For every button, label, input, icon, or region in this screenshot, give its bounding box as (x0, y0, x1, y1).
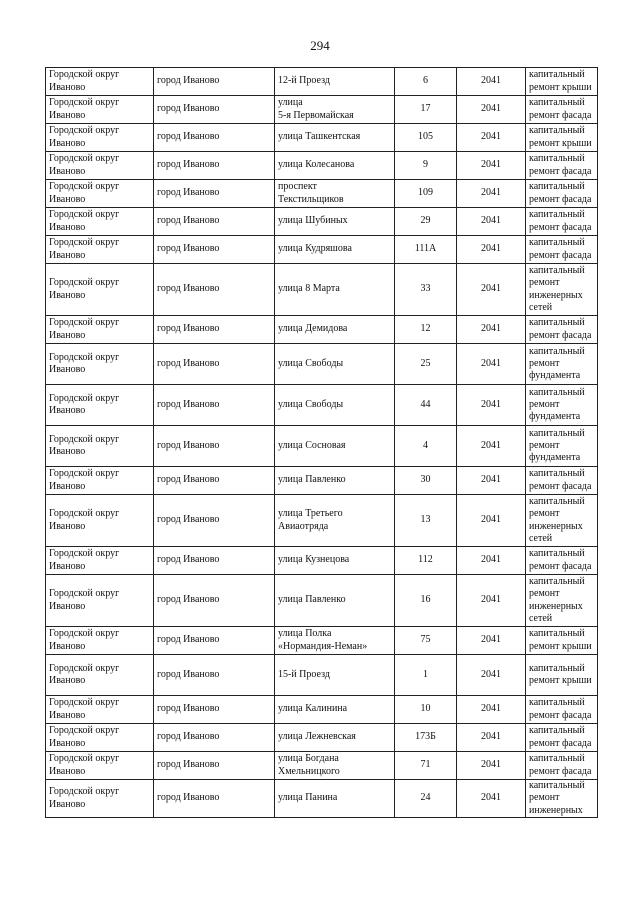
cell-street: 12-й Проезд (275, 68, 395, 96)
cell-street: улица Свободы (275, 344, 395, 385)
cell-year: 2041 (457, 495, 526, 547)
cell-house: 109 (395, 180, 457, 208)
table-row (46, 467, 598, 495)
cell-work: капитальный ремонт фасада (526, 236, 598, 264)
cell-okrug: Городской округ Иваново (46, 124, 154, 152)
cell-year: 2041 (457, 264, 526, 316)
cell-okrug: Городской округ Иваново (46, 627, 154, 655)
table-row (46, 575, 598, 627)
cell-street: улица Богдана Хмельницкого (275, 752, 395, 780)
cell-work: капитальный ремонт фундамента (526, 426, 598, 467)
table-body (46, 68, 598, 818)
cell-okrug: Городской округ Иваново (46, 68, 154, 96)
cell-street: улица Кузнецова (275, 547, 395, 575)
cell-house: 33 (395, 264, 457, 316)
cell-city: город Иваново (154, 344, 275, 385)
cell-city: город Иваново (154, 316, 275, 344)
cell-year: 2041 (457, 124, 526, 152)
cell-work: капитальный ремонт инженерных сетей (526, 575, 598, 627)
cell-city: город Иваново (154, 627, 275, 655)
table-row (46, 547, 598, 575)
cell-house: 4 (395, 426, 457, 467)
cell-okrug: Городской округ Иваново (46, 724, 154, 752)
cell-year: 2041 (457, 426, 526, 467)
table-row (46, 495, 598, 547)
repair-schedule-table (45, 67, 598, 818)
cell-okrug: Городской округ Иваново (46, 467, 154, 495)
cell-house: 30 (395, 467, 457, 495)
cell-city: город Иваново (154, 780, 275, 818)
cell-work: капитальный ремонт крыши (526, 655, 598, 696)
cell-street: улица Павленко (275, 467, 395, 495)
cell-work: капитальный ремонт крыши (526, 627, 598, 655)
cell-street: улица Калинина (275, 696, 395, 724)
cell-house: 75 (395, 627, 457, 655)
cell-okrug: Городской округ Иваново (46, 655, 154, 696)
cell-street: улица 5-я Первомайская (275, 96, 395, 124)
cell-house: 6 (395, 68, 457, 96)
cell-year: 2041 (457, 385, 526, 426)
table-row (46, 68, 598, 96)
table-row (46, 780, 598, 818)
cell-house: 44 (395, 385, 457, 426)
cell-house: 105 (395, 124, 457, 152)
cell-house: 12 (395, 316, 457, 344)
cell-work: капитальный ремонт фасада (526, 208, 598, 236)
cell-year: 2041 (457, 96, 526, 124)
table-row (46, 180, 598, 208)
cell-work: капитальный ремонт фундамента (526, 344, 598, 385)
cell-house: 1 (395, 655, 457, 696)
cell-okrug: Городской округ Иваново (46, 385, 154, 426)
table-row (46, 385, 598, 426)
cell-street: улица Панина (275, 780, 395, 818)
cell-year: 2041 (457, 575, 526, 627)
cell-year: 2041 (457, 724, 526, 752)
cell-city: город Иваново (154, 96, 275, 124)
cell-work: капитальный ремонт фасада (526, 152, 598, 180)
cell-okrug: Городской округ Иваново (46, 495, 154, 547)
cell-city: город Иваново (154, 236, 275, 264)
cell-street: 15-й Проезд (275, 655, 395, 696)
cell-work: капитальный ремонт фасада (526, 316, 598, 344)
cell-year: 2041 (457, 780, 526, 818)
cell-street: улица Колесанова (275, 152, 395, 180)
cell-okrug: Городской округ Иваново (46, 316, 154, 344)
cell-city: город Иваново (154, 495, 275, 547)
cell-city: город Иваново (154, 752, 275, 780)
cell-street: улица 8 Марта (275, 264, 395, 316)
cell-house: 24 (395, 780, 457, 818)
cell-work: капитальный ремонт фасада (526, 467, 598, 495)
cell-okrug: Городской округ Иваново (46, 780, 154, 818)
cell-street: улица Кудряшова (275, 236, 395, 264)
cell-street: улица Шубиных (275, 208, 395, 236)
cell-okrug: Городской округ Иваново (46, 547, 154, 575)
table-row (46, 696, 598, 724)
cell-city: город Иваново (154, 575, 275, 627)
page-number: 294 (310, 38, 330, 53)
cell-okrug: Городской округ Иваново (46, 752, 154, 780)
cell-city: город Иваново (154, 68, 275, 96)
cell-work: капитальный ремонт фасада (526, 696, 598, 724)
table-row (46, 96, 598, 124)
cell-street: улица Ташкентская (275, 124, 395, 152)
cell-city: город Иваново (154, 724, 275, 752)
cell-okrug: Городской округ Иваново (46, 696, 154, 724)
cell-year: 2041 (457, 344, 526, 385)
cell-okrug: Городской округ Иваново (46, 180, 154, 208)
cell-work: капитальный ремонт фасада (526, 96, 598, 124)
table-row (46, 264, 598, 316)
cell-work: капитальный ремонт фундамента (526, 385, 598, 426)
cell-year: 2041 (457, 68, 526, 96)
cell-city: город Иваново (154, 547, 275, 575)
cell-city: город Иваново (154, 426, 275, 467)
table-row (46, 752, 598, 780)
cell-year: 2041 (457, 180, 526, 208)
cell-year: 2041 (457, 152, 526, 180)
cell-street: проспект Текстильщиков (275, 180, 395, 208)
cell-okrug: Городской округ Иваново (46, 426, 154, 467)
cell-house: 16 (395, 575, 457, 627)
table-row (46, 316, 598, 344)
cell-city: город Иваново (154, 655, 275, 696)
cell-house: 173Б (395, 724, 457, 752)
cell-city: город Иваново (154, 467, 275, 495)
table-row (46, 344, 598, 385)
cell-house: 10 (395, 696, 457, 724)
cell-year: 2041 (457, 696, 526, 724)
table-row (46, 208, 598, 236)
cell-year: 2041 (457, 236, 526, 264)
cell-work: капитальный ремонт инженерных сетей (526, 264, 598, 316)
cell-okrug: Городской округ Иваново (46, 264, 154, 316)
cell-okrug: Городской округ Иваново (46, 575, 154, 627)
cell-street: улица Демидова (275, 316, 395, 344)
cell-work: капитальный ремонт крыши (526, 68, 598, 96)
cell-okrug: Городской округ Иваново (46, 208, 154, 236)
cell-year: 2041 (457, 208, 526, 236)
cell-city: город Иваново (154, 208, 275, 236)
cell-year: 2041 (457, 316, 526, 344)
table-row (46, 627, 598, 655)
cell-city: город Иваново (154, 124, 275, 152)
cell-street: улица Полка «Нормандия-Неман» (275, 627, 395, 655)
cell-street: улица Третьего Авиаотряда (275, 495, 395, 547)
table-row (46, 124, 598, 152)
cell-house: 29 (395, 208, 457, 236)
cell-house: 9 (395, 152, 457, 180)
cell-city: город Иваново (154, 264, 275, 316)
cell-work: капитальный ремонт крыши (526, 124, 598, 152)
cell-city: город Иваново (154, 696, 275, 724)
cell-year: 2041 (457, 655, 526, 696)
cell-year: 2041 (457, 752, 526, 780)
cell-work: капитальный ремонт фасада (526, 752, 598, 780)
cell-street: улица Свободы (275, 385, 395, 426)
cell-street: улица Сосновая (275, 426, 395, 467)
table-row (46, 152, 598, 180)
cell-house: 13 (395, 495, 457, 547)
cell-okrug: Городской округ Иваново (46, 344, 154, 385)
cell-okrug: Городской округ Иваново (46, 152, 154, 180)
cell-city: город Иваново (154, 385, 275, 426)
cell-work: капитальный ремонт инженерных сетей (526, 495, 598, 547)
cell-city: город Иваново (154, 180, 275, 208)
cell-work: капитальный ремонт фасада (526, 724, 598, 752)
table-row (46, 655, 598, 696)
cell-house: 17 (395, 96, 457, 124)
cell-work: капитальный ремонт фасада (526, 547, 598, 575)
cell-house: 111А (395, 236, 457, 264)
table-row (46, 236, 598, 264)
table-row (46, 724, 598, 752)
cell-city: город Иваново (154, 152, 275, 180)
cell-house: 112 (395, 547, 457, 575)
cell-okrug: Городской округ Иваново (46, 236, 154, 264)
cell-okrug: Городской округ Иваново (46, 96, 154, 124)
cell-year: 2041 (457, 627, 526, 655)
cell-street: улица Лежневская (275, 724, 395, 752)
cell-work: капитальный ремонт фасада (526, 180, 598, 208)
cell-work: капитальный ремонт инженерных (526, 780, 598, 818)
cell-year: 2041 (457, 467, 526, 495)
cell-house: 71 (395, 752, 457, 780)
cell-house: 25 (395, 344, 457, 385)
cell-street: улица Павленко (275, 575, 395, 627)
cell-year: 2041 (457, 547, 526, 575)
table-row (46, 426, 598, 467)
